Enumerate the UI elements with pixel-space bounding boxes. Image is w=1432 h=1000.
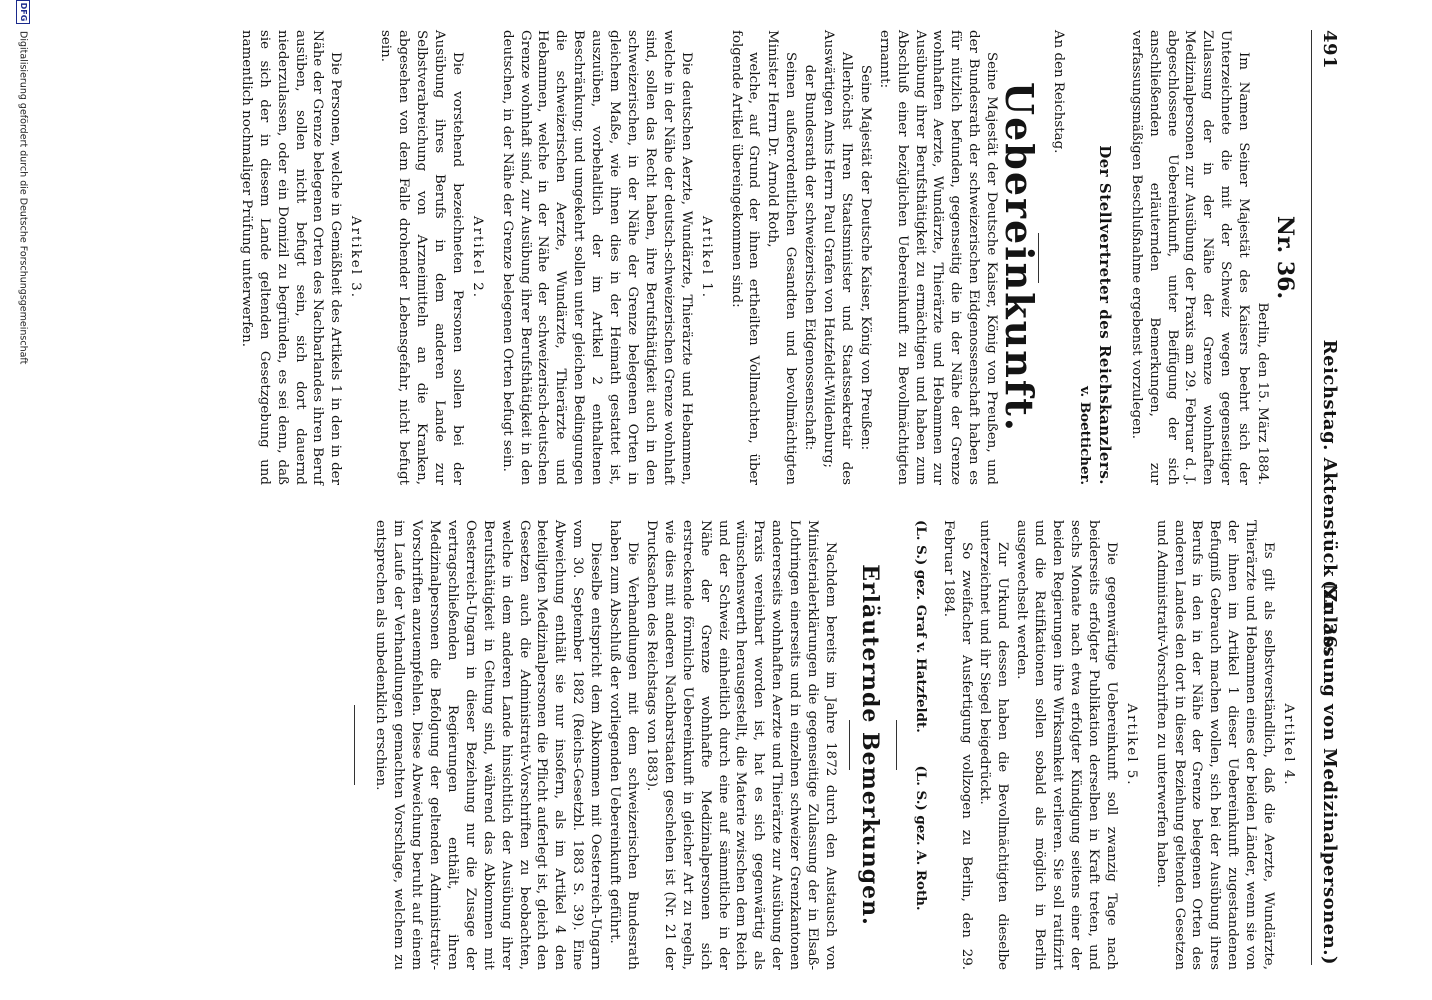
separator-rule-3 (849, 720, 850, 770)
remarks-paragraph-2: Die Verhandlungen mit dem schweizerischen Bundesrath haben zum Abschluß der vorliegenden Uebereinkunft geführt. (607, 520, 640, 970)
article-5-heading: Artikel 5. (1123, 703, 1139, 787)
article-1-text: Die deutschen Aerzte, Wundärzte, Thierärzte und Hebammen, welche in der Nähe der deutsch-schweizerischen Grenze wohnhaft sind, sollen das Recht haben, ihre Berufsthätigkeit auch in den schweizerischen, in der Nähe der Grenze belegenen Orten in gleichem Maße, wie ihnen dies in der Heimath gestattet ist, auszuüben, vorbehaltlich der im Artikel 2 enthaltenen Beschränkung; und umgekehrt sollen unter gleichen Bedingungen die schweizerischen Aerzte, Wundärzte, Thierärzte und Hebammen, welche in der Nähe der schweizerisch-deutschen Grenze wohnhaft sind, zur Ausübung ihrer Berufsthätigkeit in den deutschen, in der Nähe der Grenze belegenen Orten befugt sein. (499, 30, 694, 485)
header-center: Reichstag. Aktenstück Nr. 36. (1319, 339, 1340, 656)
execution-clause: So zweifacher Ausfertigung vollzogen zu Berlin, den 29. Februar 1884. (940, 520, 974, 970)
seal-signature-hatzfeldt: (L. S.) gez. Graf v. Hatzfeldt. (912, 520, 929, 733)
seal-signatures (911, 520, 929, 970)
article-3-text: Die Personen, welche in Gemäßheit des Artikels 1 in den in der Nähe der Grenze belegenen Orten des Nachbarlandes ihren Beruf ausüben, sollen nicht befugt sein, sich dort dauernd niederzulassen, oder ein Domizil zu begründen, es sei denn, daß sie sich der in diesem Lande geltenden Gesetzgebung und namentlich nochmaliger Prüfung unterwerfen. (238, 30, 344, 485)
article-4-text: Es gilt als selbstverständlich, daß die Aerzte, Wundärzte, Thierärzte und Hebammen eines der beiden Länder, wenn sie von der ihnen im Artikel 1 dieser Uebereinkunft zugestandenen Befugniß Gebrauch machen wollen, sich bei der Ausübung ihres Berufs in den in der Nähe der Grenze belegenen Orten des anderen Landes den dort in dieser Beziehung geltenden Gesetzen und Administrativ-Vorschriften zu unterwerfen haben. (1153, 520, 1277, 970)
preamble-paragraph: Seine Majestät der Deutsche Kaiser, König von Preußen, und der Bundesrath der schweizerischen Eidgenossenschaft haben es für nützlich befunden, gegenseitig die in der Nähe der Grenze wohnhaften Aerzte, Wundärzte, Thierärzte und Hebammen zur Ausübung ihrer Berufsthätigkeit zu ermächtigen und haben zum Abschluß einer bezüglichen Uebereinkunft zu Bevollmächtigten ernannt: (876, 30, 1000, 485)
signature-title: Der Stellvertreter des Reichskanzlers. (1095, 145, 1114, 485)
article-5-text: Die gegenwärtige Uebereinkunft soll zwanzig Tage nach beiderseits erfolgter Publikation derselben in Kraft treten, und sechs Monate nach etwa erfolgter Kündigung seitens einer der beiden Regierungen ihre Wirksamkeit verlieren. Sie soll ratifizirt und die Ratifikationen sollen sobald als möglich in Berlin ausgewechselt werden. (1014, 520, 1119, 970)
seal-signature-roth: (L. S.) gez. A. Roth. (912, 765, 929, 911)
signature-name: v. Boetticher. (1076, 386, 1093, 485)
imprint-text: Digitalisierung gefördert durch die Deutsche Forschungsgemeinschaft (17, 31, 29, 365)
right-column (373, 520, 1299, 970)
remarks-paragraph-1: Nachdem bereits im Jahre 1872 durch den Austausch von Ministerialerklärungen die gegenseitige Zulassung der in Elsaß-Lothringen einerseits und in einzelnen schweizer Grenzkantonen andererseits wohnhaften Aerzte und Thierärzte zur Ausübung der Praxis vereinbart worden ist, hat es sich gegenwärtig als wünschenswerth herausgestellt, die Materie zwischen dem Reich und der Schweiz einheitlich durch eine auf sämmtliche in der Nähe der Grenze wohnhafte Medizinalpersonen sich erstreckende förmliche Uebereinkunft in gleicher Art zu regeln, wie dies mit anderen Nachbarstaaten geschehen ist (Nr. 21 der Drucksachen des Reichstags von 1883). (643, 520, 838, 970)
article-3-heading: Artikel 3. (348, 215, 364, 300)
witness-clause: Zur Urkund dessen haben die Bevollmächtigten dieselbe unterzeichnet und ihr Siegel beigedrückt. (977, 520, 1011, 970)
remarks-paragraph-3: Dieselbe entspricht dem Abkommen mit Oesterreich-Ungarn vom 30. September 1882 (Reichs-Gesetzbl. 1883 S. 39). Eine Abweichung enthält sie nur insofern, als im Artikel 4 den beteiligten Medizinalpersonen die Pflicht auferlegt ist, gleich den Gesetzen auch die Administrativ-Vorschriften zu beobachten, welche in dem anderen Lande hinsichtlich der Ausübung ihrer Berufsthätigkeit in Geltung sind, während das Abkommen mit Oesterreich-Ungarn in dieser Beziehung nur die Zusage der vertragschließenden Regierungen enthält, ihren Medizinalpersonen die Befolgung der geltenden Administrativ-Vorschriften anzuempfehlen. Diese Abweichung beruht auf einem im Laufe der Verhandlungen gemachten Vorschlage, welchem zu entsprechen als unbedenklich erschien. (373, 520, 604, 970)
plenipotentiary-close: welche, auf Grund der ihnen ertheilten Vollmachten, über folgende Artikel übereingekommen sind: (728, 30, 762, 485)
running-header (1311, 30, 1346, 965)
plenipotentiary-2-heading: der Bundesrath der schweizerischen Eidgenossenschaft: (802, 64, 818, 451)
article-2-text: Die vorstehend bezeichneten Personen sollen bei der Ausübung ihres Berufs in dem anderen Lande zur Selbstverabreichung von Arzneimitteln an die Kranken, abgesehen von dem Falle drohender Lebensgefahr, nicht befugt sein. (378, 30, 465, 485)
intro-paragraph: Im Namen Seiner Majestät des Kaisers beehrt sich der Unterzeichnete die mit der Schweiz wegen gegenseitiger Zulassung der in der Nähe der Grenze wohnhaften Medizinalpersonen zur Ausübung der Praxis am 29. Februar d. J. abgeschlossene Uebereinkunft, unter Beifügung der sich anschließenden erläuternden Bemerkungen, zur verfassungsmäßigen Beschlußnahme ergebenst vorzulegen. (1128, 30, 1252, 485)
page-number: 491 (1319, 30, 1340, 70)
plenipotentiary-2: Seinen außerordentlichen Gesandten und bevollmächtigten Minister Herrn Dr. Arnold Roth, (765, 30, 799, 485)
addressee: An den Reichstag. (1051, 30, 1067, 154)
article-2-heading: Artikel 2. (469, 215, 485, 300)
plenipotentiary-1-heading: Seine Majestät der Deutsche Kaiser, König von Preußen: (857, 64, 873, 451)
separator-rule-2 (896, 720, 897, 770)
imprint-line (6, 0, 30, 1000)
separator-rule-4 (354, 705, 355, 785)
dateline: Berlin, den 15. März 1884. (1255, 302, 1271, 485)
article-4-heading: Artikel 4. (1281, 703, 1296, 787)
dfg-logo-icon: DFG (16, 0, 30, 24)
document-number: Nr. 36. (1272, 215, 1298, 300)
remarks-title: Erläuternde Bemerkungen. (856, 564, 883, 926)
header-right: (Zulassung von Medizinalpersonen.) (1319, 580, 1340, 965)
plenipotentiary-1: Allerhöchst Ihren Staatsminister und Staatssekretair des Auswärtigen Amts Herrn Paul Grafen von Hatzfeldt-Wildenburg; (821, 30, 854, 485)
article-1-heading: Artikel 1. (698, 215, 714, 300)
agreement-title: Uebereinkunft. (997, 81, 1043, 434)
left-column (238, 30, 1299, 485)
